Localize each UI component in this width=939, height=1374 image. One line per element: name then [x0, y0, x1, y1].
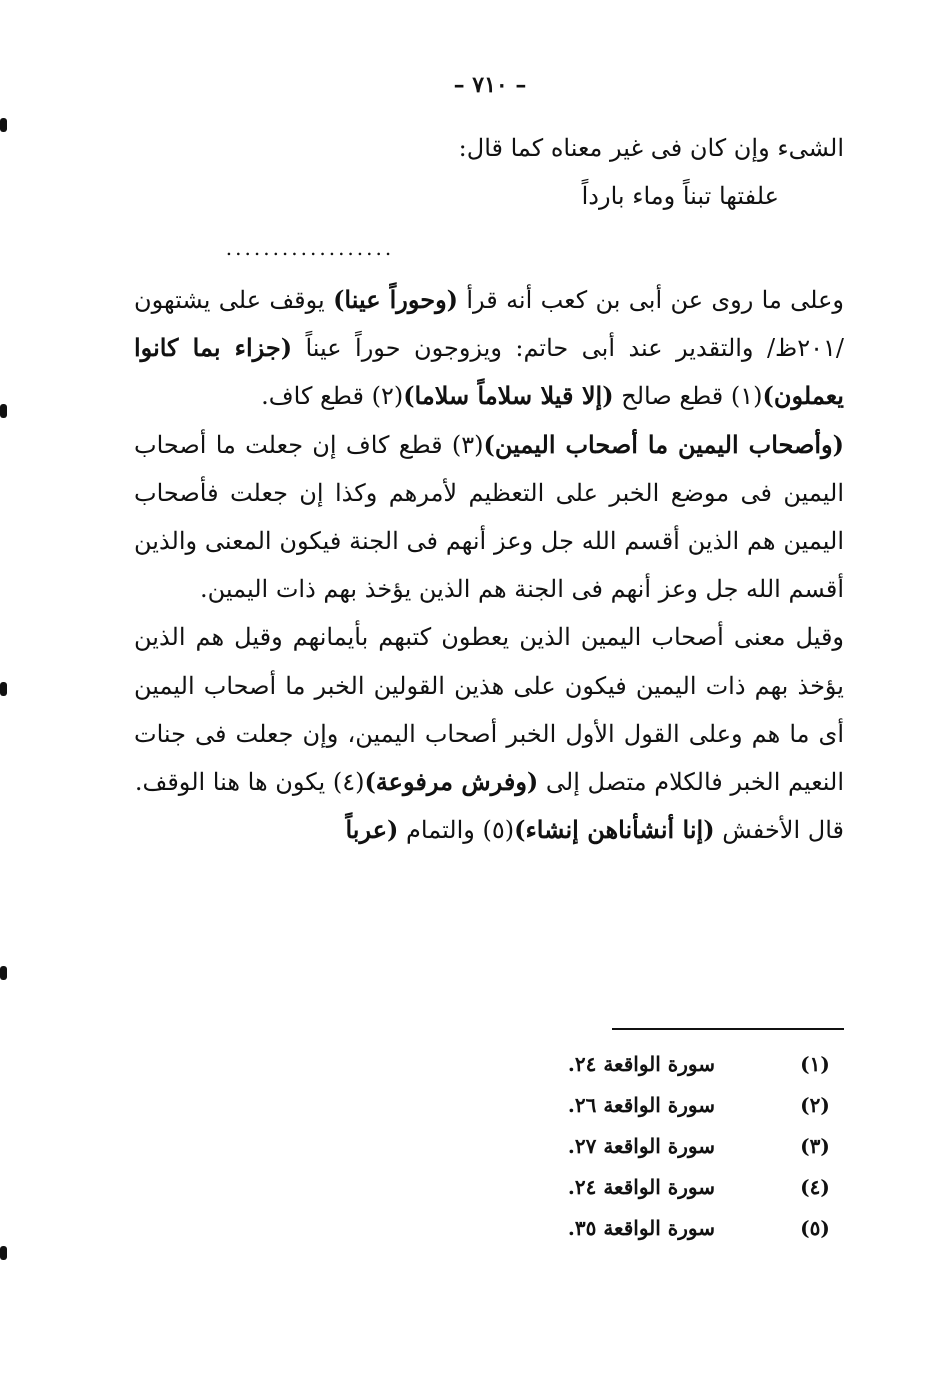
footnotes — [490, 1044, 845, 1249]
commentary-text: وقيل معنى أصحاب اليمين الذين يعطون كتبهم بأيمانهم وقيل هم الذين يؤخذ بهم ذات اليمين فيكون على هذين القولين الخبر ما أصحاب اليمين أى ما هم وعلى القول الأول الخبر أصحاب اليمين، وإن جعلت فى جنات النعيم الخبر فالكلام متصل إلى — [134, 623, 844, 797]
quran-quote: (جزاء بما كانوا يعملون) — [134, 333, 844, 411]
quran-quote: (إلا قيلا سلاماً سلاما) — [403, 381, 614, 411]
footnote-number: (١) — [800, 1052, 830, 1076]
quran-quote: (إنا أنشأناهن إنشاء) — [514, 815, 715, 845]
intro-line: الشىء وإن كان فى غير معناه كما قال: — [458, 134, 844, 162]
footnote-text: سورة الواقعة ٣٥. — [567, 1216, 715, 1240]
footnote-number: (٣) — [800, 1134, 830, 1158]
commentary-text: (٤) يكون ها هنا الوقف. — [134, 768, 365, 797]
paragraph — [134, 613, 844, 806]
commentary-text: قال الأخفش — [714, 816, 844, 845]
quran-quote: (وفرش مرفوعة) — [364, 767, 539, 797]
footnote-text: سورة الواقعة ٢٤. — [567, 1052, 715, 1076]
footnote-number: (٥) — [800, 1216, 830, 1240]
commentary-text: (١) قطع صالح — [613, 382, 763, 411]
footnote-text: سورة الواقعة ٢٧. — [567, 1134, 715, 1158]
scan-margin-mark — [0, 966, 7, 980]
verse-line: علفتها تبناً وماء بارداً — [581, 182, 779, 210]
footnote — [490, 1167, 845, 1208]
footnote-text: سورة الواقعة ٢٤. — [567, 1175, 715, 1199]
quran-quote: (عرباً — [345, 815, 399, 845]
footnote — [490, 1208, 845, 1249]
commentary-text: (٣) قطع كاف إن جعلت ما أصحاب اليمين فى موضع الخبر على التعظيم لأمرهم وكذا إن جعلت فأصحاب اليمين هم الذين أقسم الله جل وعز أنهم فى الجنة فيكون المعنى والذين أقسم الله جل وعز أنهم فى الجنة هم الذين يؤخذ بهم ذات اليمين. — [134, 430, 844, 604]
footnote-number: (٢) — [800, 1093, 830, 1117]
footnote — [490, 1044, 845, 1085]
separator-dots: .................. — [225, 236, 395, 260]
paragraph — [134, 806, 844, 854]
footnote — [490, 1126, 845, 1167]
scan-margin-mark — [0, 118, 7, 132]
commentary-text: (٢) قطع كاف. — [261, 382, 404, 411]
commentary-text: يوقف على يشتهون /٢٠١ظ/ والتقدير عند أبى حاتم: ويزوجون حوراً عيناً — [134, 286, 844, 363]
footnote-text: سورة الواقعة ٢٦. — [567, 1093, 715, 1117]
commentary-text: (٥) والتمام — [398, 816, 515, 845]
quran-quote: (وأصحاب اليمين ما أصحاب اليمين) — [483, 429, 844, 459]
body-text — [134, 276, 844, 854]
footnote — [490, 1085, 845, 1126]
footnote-divider — [612, 1028, 844, 1030]
quran-quote: (وحوراً عينا) — [333, 285, 459, 314]
paragraph — [134, 421, 844, 614]
footnote-number: (٤) — [800, 1175, 830, 1199]
paragraph — [134, 276, 844, 421]
commentary-text: وعلى ما روى عن أبى بن كعب أنه قرأ — [458, 286, 845, 314]
scan-margin-mark — [0, 682, 7, 696]
page-number: – ٧١٠ – — [453, 72, 527, 98]
scan-margin-mark — [0, 404, 7, 418]
scan-margin-mark — [0, 1246, 7, 1260]
